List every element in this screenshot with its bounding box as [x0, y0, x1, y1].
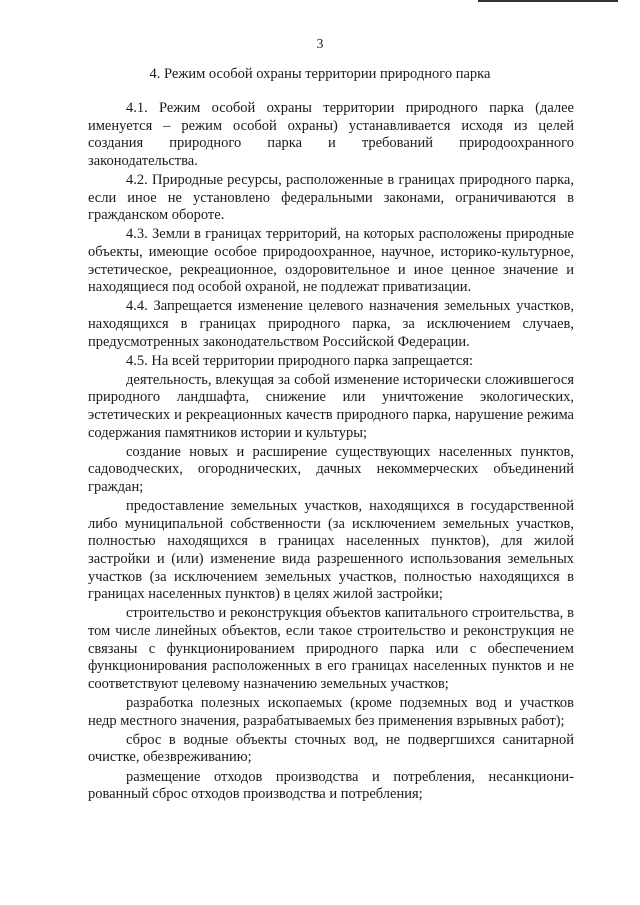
section-heading: 4. Режим особой охраны территории природного парка: [149, 66, 491, 82]
paragraph-4-1: 4.1. Режим особой охраны территории природного парка (далее именуется – режим особой охраны) устанавливается исходя из целей создания природного парка и требований природоохранного законодательства.: [88, 100, 574, 169]
paragraph-4-5: 4.5. На всей территории природного парка запрещается:: [126, 352, 474, 369]
document-body: [88, 100, 574, 805]
prohibition-item-wastewater: сброс в водные объекты сточных вод, не подвергшихся санитарной очистке, обезвреживанию;: [88, 731, 574, 766]
prohibition-item-land-allocation: предоставление земельных участков, находящихся в государственной либо муниципальной собственности (за исключением земельных участков, полностью находящихся в границах населенных пунктов), для жилой застройки и (или) изменение вида разрешенного использования земельных участков (за исключением земельных участков, полностью находящихся в границах населенных пунктов) в целях жилой застройки;: [88, 498, 574, 603]
prohibition-item-mining: разработка полезных ископаемых (кроме подземных вод и участков недр местного значения, разрабатываемых без применения взрывных работ);: [88, 694, 574, 729]
prohibition-item-settlements: создание новых и расширение существующих населенных пунктов, садоводческих, огороднических, дачных некоммерческих объединений граждан;: [88, 443, 574, 496]
prohibition-item-waste: размещение отходов производства и потребления, несанкционированный сброс отходов производства и потребления;: [88, 768, 574, 803]
prohibition-item-landscape: деятельность, влекущая за собой изменение исторически сложившегося природного ландшафта, снижение или уничтожение экологических, эстетических и рекреационных качеств природного парка, нарушение режима содержания памятников истории и культуры;: [88, 371, 574, 441]
paragraph-4-2: 4.2. Природные ресурсы, расположенные в границах природного парка, если иное не установлено федеральными законами, ограничиваются в гражданском обороте.: [88, 171, 574, 224]
prohibition-item-construction: строительство и реконструкция объектов капитального строительства, в том числе линейных объектов, если такое строительство и реконструкция не связаны с функционированием природного парка или с обеспечением функционирования расположенных в его границах населенных пунктов и не соответствуют целевому назначению земельных участков;: [88, 605, 574, 692]
paragraph-4-4: 4.4. Запрещается изменение целевого назначения земельных участков, находящихся в границах природного парка, за исключением случаев, предусмотренных законодательством Российской Федерации.: [88, 298, 574, 350]
paragraph-4-3: 4.3. Земли в границах территорий, на которых расположены природные объекты, имеющие особое природоохранное, научное, историко-культурное, эстетическое, рекреационное, оздоровительное и иное ценное значение и находящиеся под особой охраной, не подлежат приватизации.: [88, 226, 574, 296]
scan-edge-mark: [478, 0, 618, 2]
page-number: 3: [316, 36, 324, 51]
